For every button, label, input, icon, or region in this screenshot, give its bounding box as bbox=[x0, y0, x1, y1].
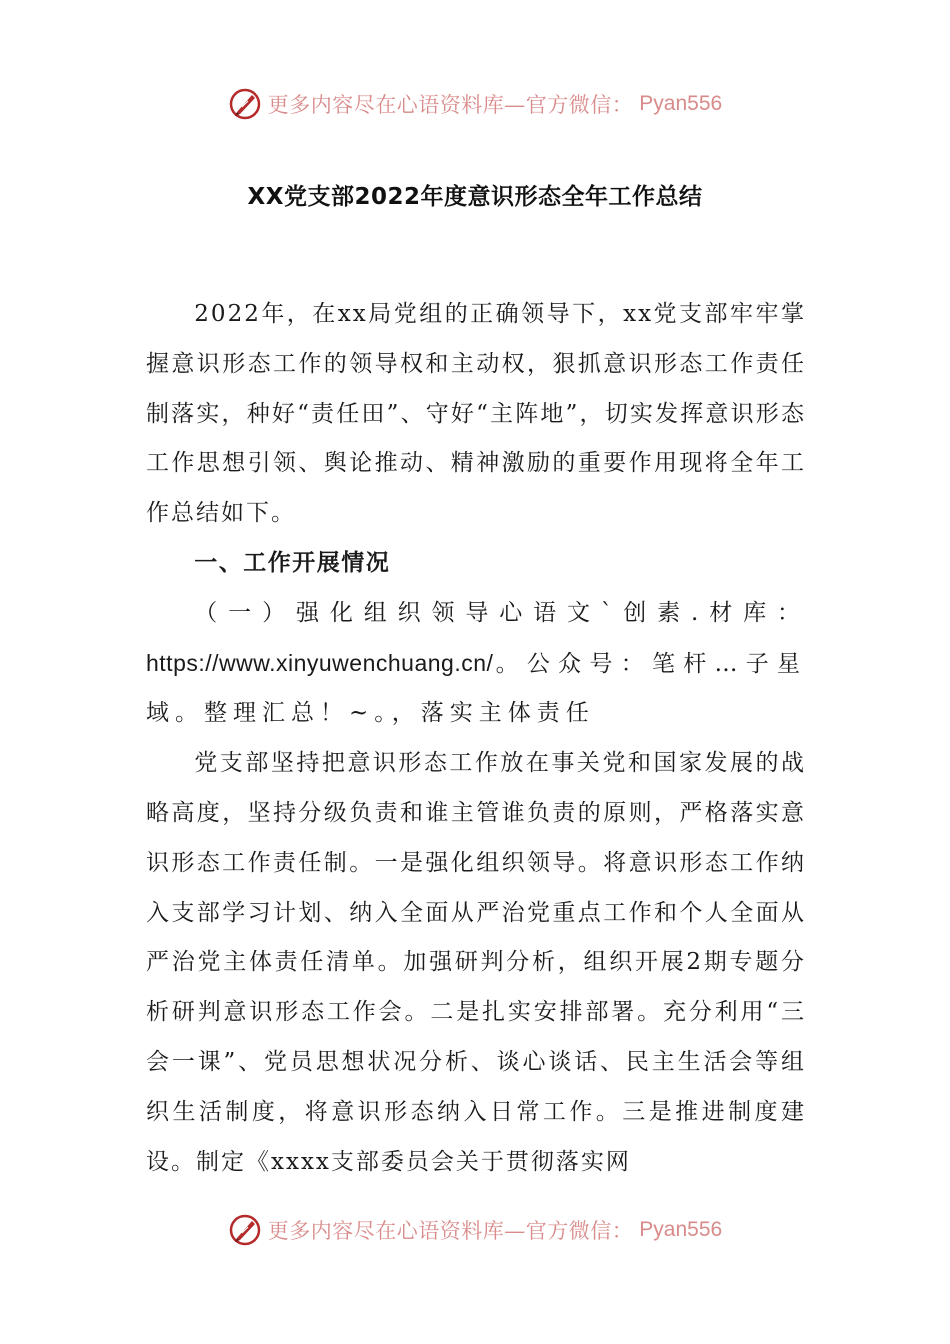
footer-watermark bbox=[0, 1210, 950, 1250]
body-paragraph: 党支部坚持把意识形态工作放在事关党和国家发展的战略高度，坚持分级负责和谁主管谁负责的原则，严格落实意识形态工作责任制。一是强化组织领导。将意识形态工作纳入支部学习计划、纳入全面从严治党重点工作和个人全面从严治党主体责任清单。加强研判分析，组织开展2期专题分析研判意识形态工作会。二是扎实安排部署。充分利用“三会一课”、党员思想状况分析、谈心谈话、民主生活会等组织生活制度，将意识形态纳入日常工作。三是推进制度建设。制定《xxxx支部委员会关于贯彻落实网 bbox=[146, 750, 806, 1175]
document-body bbox=[146, 290, 806, 1187]
quill-pen-logo-icon bbox=[228, 1213, 262, 1247]
watermark-wechat-id: Pyan556 bbox=[639, 1218, 723, 1241]
intro-paragraph: 2022年，在xx局党组的正确领导下，xx党支部牢牢掌握意识形态工作的领导权和主动权，狠抓意识形态工作责任制落实，种好“责任田”、守好“主阵地”，切实发挥意识形态工作思想引领、舆论推动、精神激励的重要作用现将全年工作总结如下。 bbox=[146, 301, 806, 527]
watermark-text: 更多内容尽在心语资料库—官方微信： bbox=[267, 93, 634, 117]
quill-pen-logo-icon bbox=[228, 87, 262, 121]
header-watermark bbox=[0, 84, 950, 124]
watermark-wechat-id: Pyan556 bbox=[639, 92, 723, 115]
subsection-heading bbox=[146, 589, 806, 739]
subsection-suffix: 。公众号：笔杆…子星域。整理汇总！~。，落实主体责任 bbox=[146, 650, 806, 727]
subsection-url: https://www.xinyuwenchuang.cn/ bbox=[146, 649, 494, 676]
document-title: XX党支部2022年度意识形态全年工作总结 bbox=[247, 184, 703, 210]
watermark-text: 更多内容尽在心语资料库—官方微信： bbox=[267, 1219, 634, 1243]
section-heading: 一、工作开展情况 bbox=[194, 549, 391, 576]
subsection-prefix: （一）强化组织领导心语文`创素.材库： bbox=[194, 599, 806, 626]
